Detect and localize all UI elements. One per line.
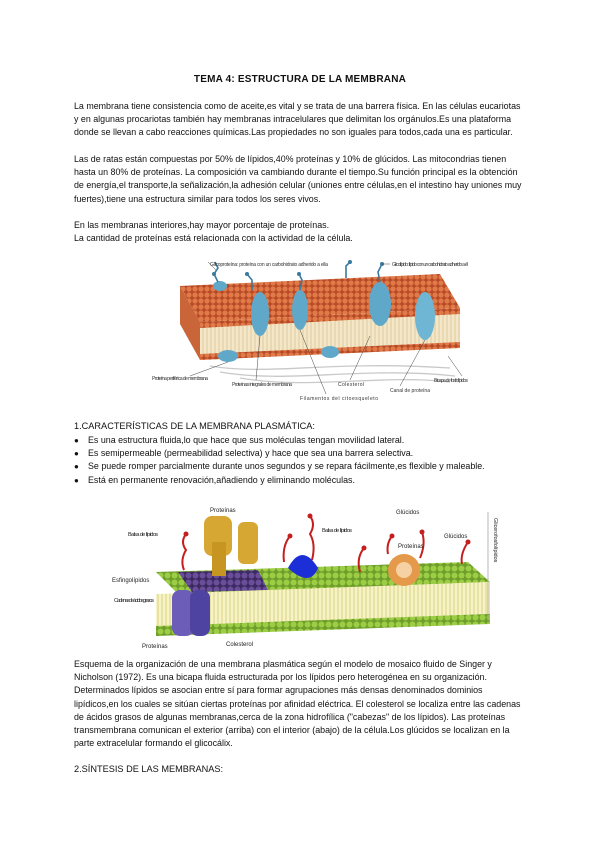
intro-paragraph-4: La cantidad de proteínas está relacionada con la actividad de la célula. xyxy=(74,233,353,243)
figure-2-caption: Esquema de la organización de una membrana plasmática según el modelo de mosaico fluido de Singer y Nicholson (1972). Es una bicapa fluida estructurada por los lípidos pero heterogénea en su organización. Determinados lípidos se asocian entre sí para formar agrupaciones más densas denominados dominios lipídicos,en los cuales se sitúan ciertas proteínas por afinidad eléctrica. El colesterol se localiza entre las cadenas de ácidos grasos de algunas membranas,cerca de la zona hidrofílica ("cabezas" de los lípidos). Las proteínas transmembrana comunican el exterior (arriba) con el interior (abajo) de la célula.Los glúcidos se localizan en la parte extracelular formando el glicocálix. xyxy=(74,659,521,749)
label-filaments: Filamentos del citoesqueleto xyxy=(300,396,378,402)
section-2-heading: 2.SÍNTESIS DE LAS MEMBRANAS: xyxy=(74,764,224,774)
label-balsa-left: Balsa de lípidos xyxy=(128,532,158,538)
peripheral-protein xyxy=(218,350,238,362)
label-glucidos-top: Glúcidos xyxy=(396,510,420,516)
bullet-icon: ● xyxy=(74,475,79,485)
list-item: ● Se puede romper parcialmente durante unos segundos y se repara fácilmente,es flexible y maleable. xyxy=(74,460,526,473)
label-proteins-top: Proteínas xyxy=(210,508,236,514)
label-glycoprotein: Glicoproteína: proteína con un carbohidrato adherido a ella xyxy=(210,262,328,268)
intro-paragraph-2: Las de ratas están compuestas por 50% de lípidos,40% proteínas y 10% de glúcidos. Las mitocondrias tienen hasta un 80% de proteínas. La composición va cambiando durante el tiempo.Su función principal es la obtención de energía,el transporte,la señalización,la adhesión celular (uniones entre células,en el intestino hay uniones muy fuertes),tiene una estructura similar para todos los seres vivos. xyxy=(74,154,522,204)
characteristics-list xyxy=(74,434,526,487)
label-proteins-bottom: Proteínas xyxy=(142,644,168,650)
bullet-icon: ● xyxy=(74,449,79,459)
label-balsa-mid: Balsa de lípidos xyxy=(322,528,352,534)
bullet-icon: ● xyxy=(74,436,79,445)
list-item: ● Es semipermeable (permeabilidad selectiva) y hace que sea una barrera selectiva. xyxy=(74,447,526,460)
label-channel: Canal de proteína xyxy=(390,388,430,394)
intro-paragraph-1: La membrana tiene consistencia como de aceite,es vital y se trata de una barrera física. En las células eucariotas y en algunas procariotas también hay membranas intracelulares que delimitan los orgánulos.Es una plataforma donde se llevan a cabo reacciones químicas.Las propiedades no son iguales para todos,cada una es particular. xyxy=(74,101,521,138)
label-proteins-right: Proteínas xyxy=(398,544,424,550)
label-glicerofosfolipidos: Glicerofosfolípidos xyxy=(492,518,498,563)
integral-protein-1 xyxy=(251,292,269,336)
label-cholesterol: Colesterol xyxy=(338,382,364,388)
list-item: ● Está en permanente renovación,añadiendo y eliminando moléculas. xyxy=(74,474,526,487)
bullet-icon: ● xyxy=(74,462,79,472)
label-colesterol: Colesterol xyxy=(226,642,254,648)
page-title: TEMA 4: ESTRUCTURA DE LA MEMBRANA xyxy=(193,74,407,85)
label-integral-proteins: Proteínas integrales de membrana xyxy=(232,382,292,388)
label-glycolipid: Glicolípido: lípido con un carbohidrato adherido a él xyxy=(392,262,468,268)
label-cadenas: Cadenas de ácidos grasos xyxy=(114,598,154,604)
membrane-illustration xyxy=(150,256,470,414)
label-bilayer: Bicapa de fosfolípidos xyxy=(434,378,468,384)
fluid-mosaic-illustration xyxy=(108,502,498,654)
cytoskeleton-filaments xyxy=(210,366,455,383)
intro-paragraph-3: En las membranas interiores,hay mayor porcentaje de proteínas. xyxy=(74,220,330,230)
section-1-heading: 1.CARACTERÍSTICAS DE LA MEMBRANA PLASMÁTICA: xyxy=(74,421,315,431)
integral-protein-3 xyxy=(369,282,391,326)
channel-protein xyxy=(415,292,435,340)
integral-protein-2 xyxy=(292,290,308,330)
label-peripheral-protein: Proteína periférica de membrana xyxy=(152,376,208,382)
list-item: ● Es una estructura fluida,lo que hace que sus moléculas tengan movilidad lateral. xyxy=(74,434,526,447)
label-esfingolipidos: Esfingolípidos xyxy=(112,578,150,584)
label-glucidos-right: Glúcidos xyxy=(444,534,468,540)
